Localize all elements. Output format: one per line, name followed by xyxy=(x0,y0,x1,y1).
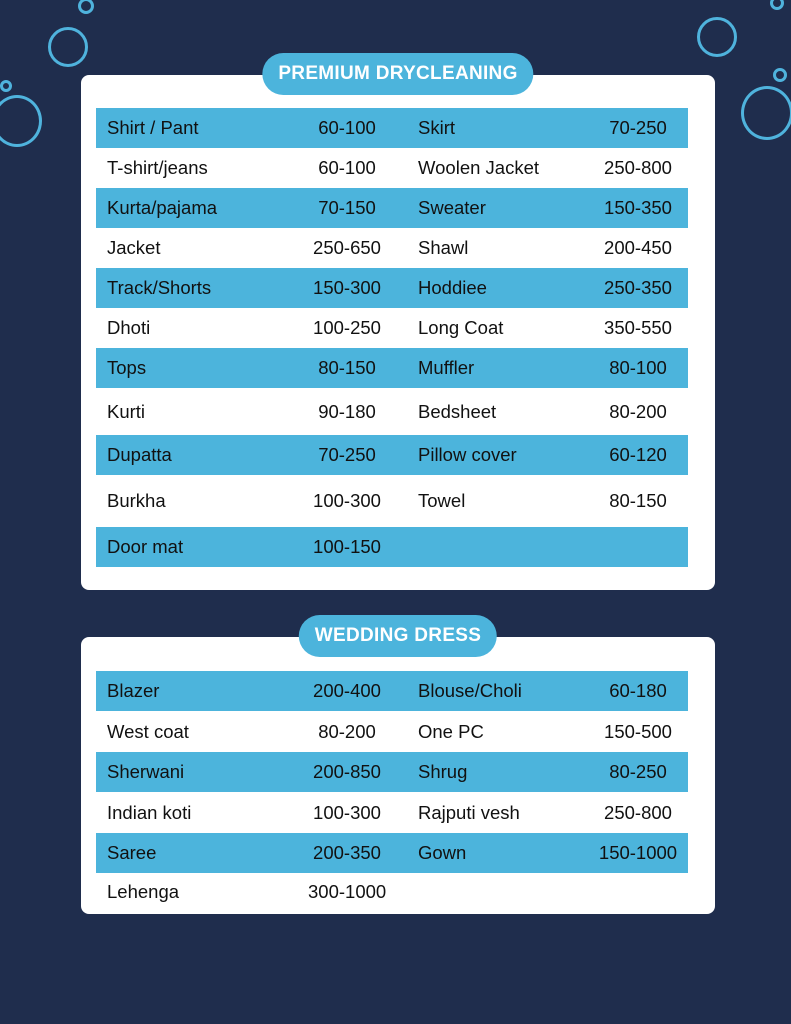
table-row xyxy=(96,792,688,833)
item-price: 100-150 xyxy=(313,536,381,557)
item-name: Dhoti xyxy=(107,317,151,338)
table-row xyxy=(96,527,688,567)
item-price: 200-450 xyxy=(604,237,672,258)
item-price: 60-100 xyxy=(318,117,376,138)
item-price: 150-300 xyxy=(313,277,381,298)
table-row xyxy=(96,348,688,388)
item-name: Sweater xyxy=(418,197,486,218)
item-name: West coat xyxy=(107,720,189,742)
item-price: 80-200 xyxy=(609,400,667,422)
table-row xyxy=(96,752,688,792)
bubble-icon xyxy=(0,95,42,147)
item-price: 200-400 xyxy=(313,680,381,701)
item-name: Saree xyxy=(107,842,157,863)
item-price: 100-300 xyxy=(313,801,381,823)
table-row xyxy=(96,711,688,752)
section-title: WEDDING DRESS xyxy=(299,615,497,657)
item-name: Shawl xyxy=(418,237,469,258)
item-price: 70-250 xyxy=(318,444,376,465)
table-row xyxy=(96,873,688,911)
item-name: Shrug xyxy=(418,761,468,782)
item-price: 150-1000 xyxy=(598,842,678,863)
item-name: Kurta/pajama xyxy=(107,197,218,218)
table-row xyxy=(96,475,688,527)
item-price: 80-250 xyxy=(609,761,667,782)
item-name: Sherwani xyxy=(107,761,185,782)
item-price: 250-650 xyxy=(313,237,381,258)
bubble-icon xyxy=(78,0,94,14)
item-price: 200-850 xyxy=(313,761,381,782)
item-name: Pillow cover xyxy=(418,444,517,465)
item-name: Bedsheet xyxy=(418,400,497,422)
item-price: 70-150 xyxy=(318,197,376,218)
item-name: Woolen Jacket xyxy=(418,157,539,178)
item-name: Door mat xyxy=(107,536,184,557)
item-name: Kurti xyxy=(107,400,146,422)
item-price: 100-300 xyxy=(313,490,381,511)
bubble-icon xyxy=(773,68,787,82)
bubble-icon xyxy=(697,17,737,57)
table-row xyxy=(96,435,688,475)
bubble-icon xyxy=(48,27,88,67)
item-name: Shirt / Pant xyxy=(107,117,199,138)
section-title: PREMIUM DRYCLEANING xyxy=(262,53,533,95)
item-name: Long Coat xyxy=(418,317,504,338)
bubble-icon xyxy=(0,80,12,92)
table-row xyxy=(96,148,688,188)
item-price: 250-800 xyxy=(604,157,672,178)
item-price: 200-350 xyxy=(313,842,381,863)
price-table xyxy=(96,108,688,567)
table-row xyxy=(96,833,688,873)
item-price: 60-100 xyxy=(318,157,376,178)
item-price: 90-180 xyxy=(318,400,376,422)
item-name: Jacket xyxy=(107,237,161,258)
table-row xyxy=(96,268,688,308)
item-name: Burkha xyxy=(107,490,166,511)
table-row xyxy=(96,108,688,148)
item-price: 80-200 xyxy=(318,720,376,742)
item-price: 300-1000 xyxy=(308,881,387,902)
bubble-icon xyxy=(770,0,784,10)
item-name: Track/Shorts xyxy=(107,277,212,298)
item-name: T-shirt/jeans xyxy=(107,157,208,178)
item-price: 60-180 xyxy=(609,680,667,701)
item-name: One PC xyxy=(418,720,484,742)
wedding-dress-card xyxy=(81,625,715,914)
item-name: Lehenga xyxy=(107,881,180,902)
item-name: Towel xyxy=(418,490,466,511)
bubble-icon xyxy=(741,86,791,140)
item-name: Rajputi vesh xyxy=(418,801,520,823)
item-price: 250-800 xyxy=(604,801,672,823)
item-price: 350-550 xyxy=(604,317,672,338)
item-price: 80-150 xyxy=(318,357,376,378)
item-name: Indian koti xyxy=(107,801,192,823)
item-price: 80-100 xyxy=(609,357,667,378)
table-row xyxy=(96,671,688,711)
item-name: Dupatta xyxy=(107,444,172,465)
item-name: Hoddiee xyxy=(418,277,487,298)
price-table xyxy=(96,671,688,911)
item-price: 150-350 xyxy=(604,197,672,218)
item-name: Skirt xyxy=(418,117,455,138)
item-price: 100-250 xyxy=(313,317,381,338)
table-row xyxy=(96,228,688,268)
item-name: Tops xyxy=(107,357,147,378)
table-row xyxy=(96,188,688,228)
item-name: Muffler xyxy=(418,357,475,378)
item-price: 80-150 xyxy=(609,490,667,511)
premium-drycleaning-card xyxy=(81,63,715,590)
item-price: 60-120 xyxy=(609,444,667,465)
item-name: Blazer xyxy=(107,680,160,701)
item-price: 70-250 xyxy=(609,117,667,138)
table-row xyxy=(96,388,688,435)
item-name: Gown xyxy=(418,842,467,863)
item-price: 250-350 xyxy=(604,277,672,298)
item-name: Blouse/Choli xyxy=(418,680,522,701)
table-row xyxy=(96,308,688,348)
item-price: 150-500 xyxy=(604,720,672,742)
